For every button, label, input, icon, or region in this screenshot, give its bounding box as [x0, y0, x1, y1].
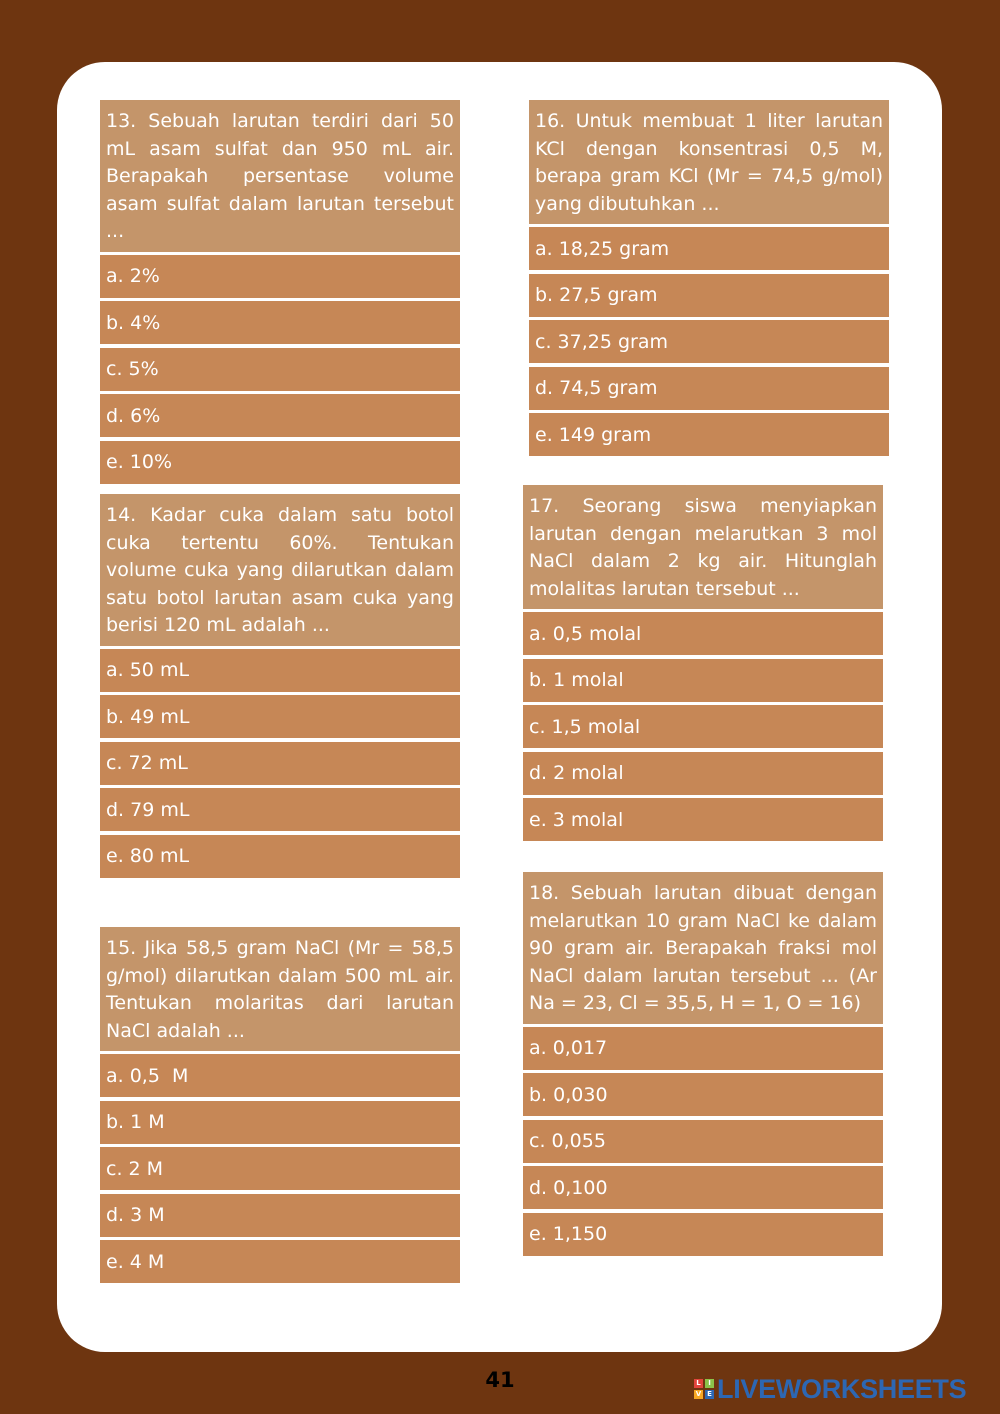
question-text: 14. Kadar cuka dalam satu botol cuka tertentu 60%. Tentukan volume cuka yang dilarutkan dalam satu botol larutan asam cuka yang berisi 120 mL adalah ...: [100, 494, 460, 646]
liveworksheets-logo: [694, 1374, 966, 1404]
worksheet-page: [57, 62, 942, 1352]
option-d[interactable]: d. 3 M: [100, 1194, 460, 1237]
option-e[interactable]: e. 80 mL: [100, 835, 460, 878]
logo-letter: L: [694, 1379, 703, 1388]
option-e[interactable]: e. 1,150: [523, 1213, 883, 1256]
question-text: 18. Sebuah larutan dibuat dengan melarutkan 10 gram NaCl ke dalam 90 gram air. Berapakah fraksi mol NaCl dalam larutan tersebut ... (Ar Na = 23, Cl = 35,5, H = 1, O = 16): [523, 872, 883, 1024]
option-d[interactable]: d. 2 molal: [523, 752, 883, 795]
question-text: 13. Sebuah larutan terdiri dari 50 mL asam sulfat dan 950 mL air. Berapakah persentase volume asam sulfat dalam larutan tersebut ...: [100, 100, 460, 252]
question-15: [100, 927, 460, 1287]
option-a[interactable]: a. 0,5 molal: [523, 612, 883, 655]
question-text: 17. Seorang siswa menyiapkan larutan dengan melarutkan 3 mol NaCl dalam 2 kg air. Hitunglah molalitas larutan tersebut ...: [523, 485, 883, 609]
option-e[interactable]: e. 10%: [100, 441, 460, 484]
option-b[interactable]: b. 4%: [100, 301, 460, 344]
option-b[interactable]: b. 49 mL: [100, 695, 460, 738]
logo-grid-icon: [694, 1379, 714, 1399]
option-a[interactable]: a. 0,017: [523, 1027, 883, 1070]
question-18: [523, 872, 883, 1259]
option-d[interactable]: d. 0,100: [523, 1166, 883, 1209]
option-b[interactable]: b. 0,030: [523, 1073, 883, 1116]
question-13: [100, 100, 460, 487]
option-c[interactable]: c. 0,055: [523, 1120, 883, 1163]
question-17: [523, 485, 883, 845]
option-e[interactable]: e. 149 gram: [529, 413, 889, 456]
option-d[interactable]: d. 74,5 gram: [529, 367, 889, 410]
option-e[interactable]: e. 3 molal: [523, 798, 883, 841]
logo-letter: E: [705, 1390, 714, 1399]
question-16: [529, 100, 889, 460]
option-b[interactable]: b. 1 molal: [523, 659, 883, 702]
page-number: 41: [485, 1368, 515, 1392]
option-c[interactable]: c. 37,25 gram: [529, 320, 889, 363]
question-text: 15. Jika 58,5 gram NaCl (Mr = 58,5 g/mol) dilarutkan dalam 500 mL air. Tentukan molaritas dari larutan NaCl adalah ...: [100, 927, 460, 1051]
brand-name: LIVEWORKSHEETS: [717, 1373, 967, 1404]
option-b[interactable]: b. 27,5 gram: [529, 274, 889, 317]
option-a[interactable]: a. 0,5 M: [100, 1054, 460, 1097]
option-c[interactable]: c. 2 M: [100, 1147, 460, 1190]
option-b[interactable]: b. 1 M: [100, 1101, 460, 1144]
logo-letter: I: [705, 1379, 714, 1388]
question-14: [100, 494, 460, 881]
option-c[interactable]: c. 72 mL: [100, 742, 460, 785]
option-a[interactable]: a. 18,25 gram: [529, 227, 889, 270]
option-a[interactable]: a. 2%: [100, 255, 460, 298]
option-a[interactable]: a. 50 mL: [100, 649, 460, 692]
option-e[interactable]: e. 4 M: [100, 1240, 460, 1283]
logo-letter: V: [695, 1390, 702, 1398]
option-d[interactable]: d. 6%: [100, 394, 460, 437]
option-c[interactable]: c. 1,5 molal: [523, 705, 883, 748]
question-text: 16. Untuk membuat 1 liter larutan KCl dengan konsentrasi 0,5 M, berapa gram KCl (Mr = 74,5 g/mol) yang dibutuhkan ...: [529, 100, 889, 224]
option-c[interactable]: c. 5%: [100, 348, 460, 391]
option-d[interactable]: d. 79 mL: [100, 788, 460, 831]
